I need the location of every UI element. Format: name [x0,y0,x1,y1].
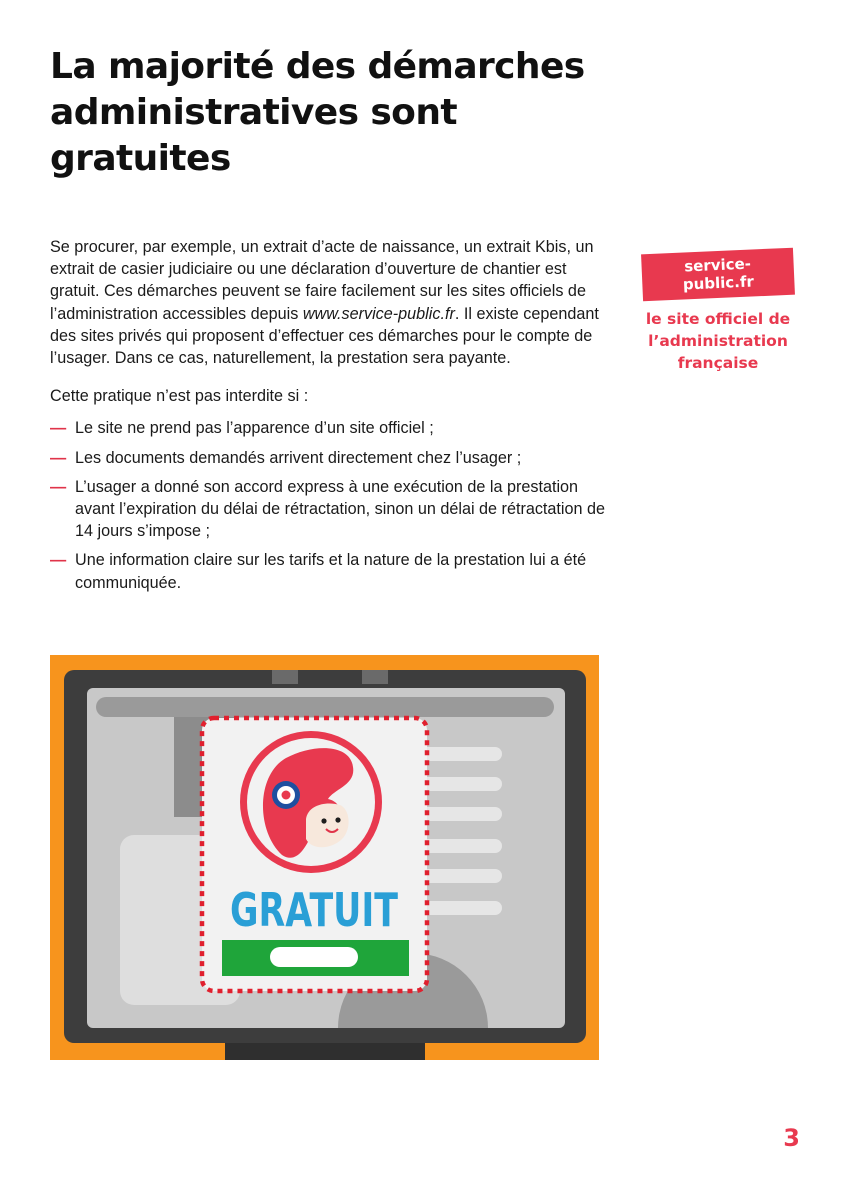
monitor-top-tab [272,670,298,684]
service-public-link[interactable]: www.service-public.fr [302,304,455,323]
screen-line [420,777,502,791]
intro-text: Se procurer, par exemple, un extrait d’acte de naissance, un extrait Kbis, un extrait de casier judiciaire ou une déclaration d’ouverture de chantier est gratuit. Ces démarches peuvent se faire facilement sur les sites officiels de l’administration accessibles depuis [50,238,594,323]
eye-icon [335,817,340,822]
condition-text: Le site ne prend pas l’apparence d’un site officiel ; [75,419,434,438]
gratuit-label: GRATUIT [230,883,399,937]
screen-line [420,807,502,821]
body-text [50,236,610,601]
page-title: La majorité des démarches administratives sont gratuites [50,46,585,179]
conditions-list [50,417,610,593]
monitor-top-tab [362,670,388,684]
dash-marker: — [50,419,67,438]
conditions-intro: Cette pratique n’est pas interdite si : [50,387,309,406]
dash-marker: — [50,477,67,496]
white-button [270,947,358,967]
condition-text: Les documents demandés arrivent directement chez l’usager ; [75,448,522,467]
dash-marker: — [50,551,67,570]
screen-line [420,839,502,853]
dash-marker: — [50,448,67,467]
screen-line [420,869,502,883]
computer-illustration [50,655,599,1060]
page-number: 3 [783,1124,800,1152]
condition-item [50,476,610,543]
screen-header-bar [96,697,554,717]
sidebar-tagline: le site officiel de l’administration française [645,310,791,372]
condition-text: L’usager a donné son accord express à une exécution de la prestation avant l’expiration du délai de rétractation, sinon un délai de rétractation de 14 jours s’impose ; [75,477,606,541]
sidebar-callout [642,251,794,374]
intro-text-end: . Il existe cependant des sites privés qui proposent d’effectuer ces démarches pour le compte de l’usager. Dans ce cas, naturellement, la prestation sera payante. [50,304,599,368]
condition-item [50,447,610,469]
condition-item [50,549,610,593]
condition-item [50,417,610,439]
screen-line [420,901,502,915]
service-public-badge: service-public.fr [641,248,795,302]
eye-icon [321,818,326,823]
condition-text: Une information claire sur les tarifs et la nature de la prestation lui a été communiquée. [75,551,587,592]
intro-paragraph [50,236,610,369]
screen-line [420,747,502,761]
